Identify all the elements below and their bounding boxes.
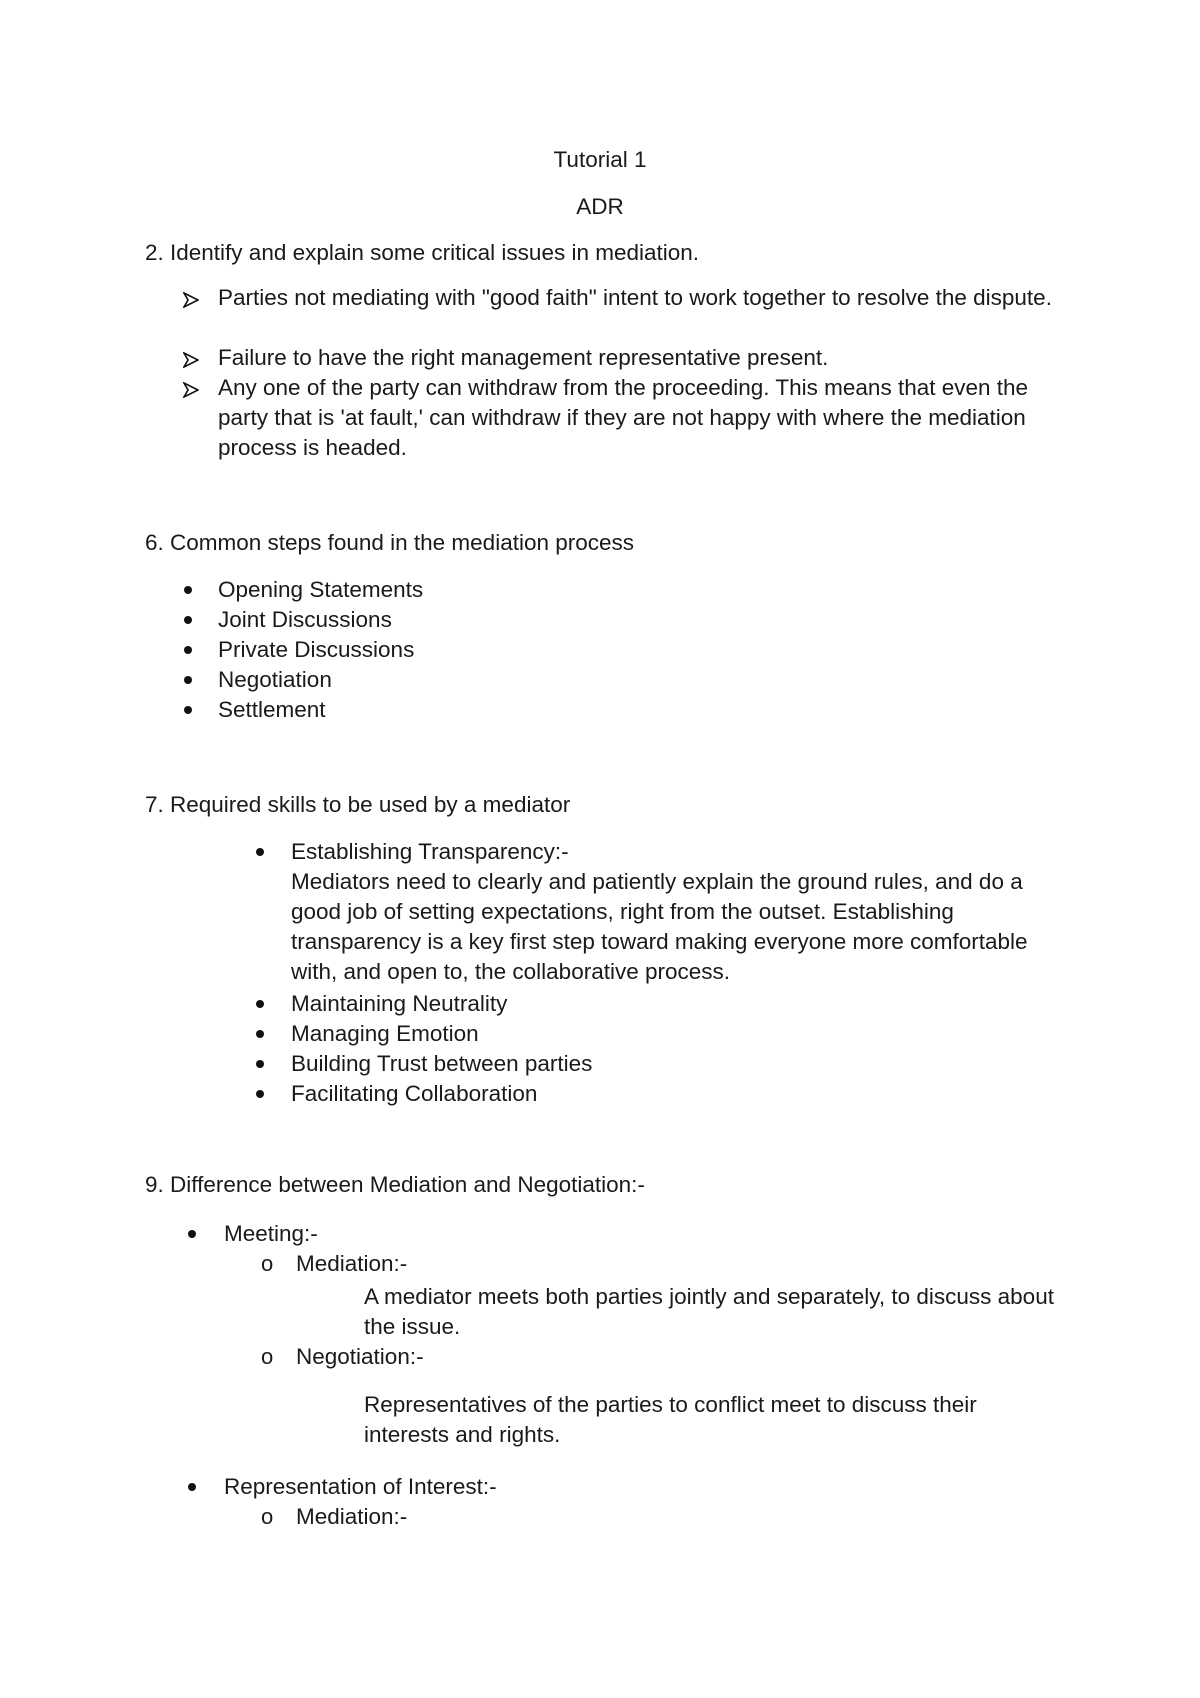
- bullet-icon: [256, 848, 264, 856]
- question-9-heading: 9. Difference between Mediation and Negotiation:-: [145, 1172, 645, 1197]
- bullet-icon: [184, 706, 192, 714]
- list-item-title: Establishing Transparency:-: [291, 839, 569, 864]
- sub-bullet-icon: o: [261, 1504, 274, 1529]
- list-item: Maintaining Neutrality: [291, 991, 508, 1016]
- bullet-icon: [256, 1090, 264, 1098]
- bullet-icon: [188, 1483, 196, 1491]
- list-item: Parties not mediating with "good faith" intent to work together to resolve the dispute.: [218, 285, 1052, 310]
- bullet-icon: [184, 616, 192, 624]
- bullet-icon: [256, 1030, 264, 1038]
- arrow-bullet-icon: [183, 352, 199, 368]
- sub-item-text: Representatives of the parties to conflict meet to discuss their interests and rights.: [364, 1392, 977, 1447]
- list-item: Opening Statements: [218, 577, 424, 602]
- list-item: Joint Discussions: [218, 607, 392, 632]
- sub-bullet-icon: o: [261, 1251, 274, 1276]
- bullet-icon: [184, 646, 192, 654]
- list-item: Negotiation: [218, 667, 332, 692]
- question-7-heading: 7. Required skills to be used by a mediator: [145, 792, 571, 817]
- list-item: Settlement: [218, 697, 326, 722]
- list-item: Any one of the party can withdraw from the proceeding. This means that even the party that is 'at fault,' can withdraw if they are not happy with where the mediation process is headed.: [218, 375, 1029, 460]
- arrow-bullet-icon: [183, 382, 199, 398]
- bullet-icon: [184, 586, 192, 594]
- bullet-icon: [256, 1000, 264, 1008]
- list-item: Private Discussions: [218, 637, 415, 662]
- sub-item-text: A mediator meets both parties jointly and separately, to discuss about the issue.: [364, 1284, 1054, 1339]
- question-2-heading: 2. Identify and explain some critical issues in mediation.: [145, 240, 700, 265]
- arrow-bullet-icon: [183, 292, 199, 308]
- bullet-icon: [184, 676, 192, 684]
- list-item: Building Trust between parties: [291, 1051, 593, 1076]
- list-item: Managing Emotion: [291, 1021, 479, 1046]
- document-subtitle: ADR: [576, 194, 624, 219]
- question-6-heading: 6. Common steps found in the mediation process: [145, 530, 635, 555]
- list-item-body: Mediators need to clearly and patiently explain the ground rules, and do a good job of setting expectations, right from the outset. Establishing transparency is a key first step toward making everyone more comfortable with, and open to, the collaborative process.: [291, 869, 1028, 984]
- sub-item-label: Mediation:-: [296, 1251, 408, 1276]
- list-item: Facilitating Collaboration: [291, 1081, 538, 1106]
- list-item: Failure to have the right management representative present.: [218, 345, 829, 370]
- sub-item-label: Mediation:-: [296, 1504, 408, 1529]
- section-title: Representation of Interest:-: [224, 1474, 497, 1499]
- bullet-icon: [256, 1060, 264, 1068]
- section-title: Meeting:-: [224, 1221, 318, 1246]
- sub-bullet-icon: o: [261, 1344, 274, 1369]
- document-title: Tutorial 1: [553, 147, 647, 172]
- bullet-icon: [188, 1230, 196, 1238]
- sub-item-label: Negotiation:-: [296, 1344, 424, 1369]
